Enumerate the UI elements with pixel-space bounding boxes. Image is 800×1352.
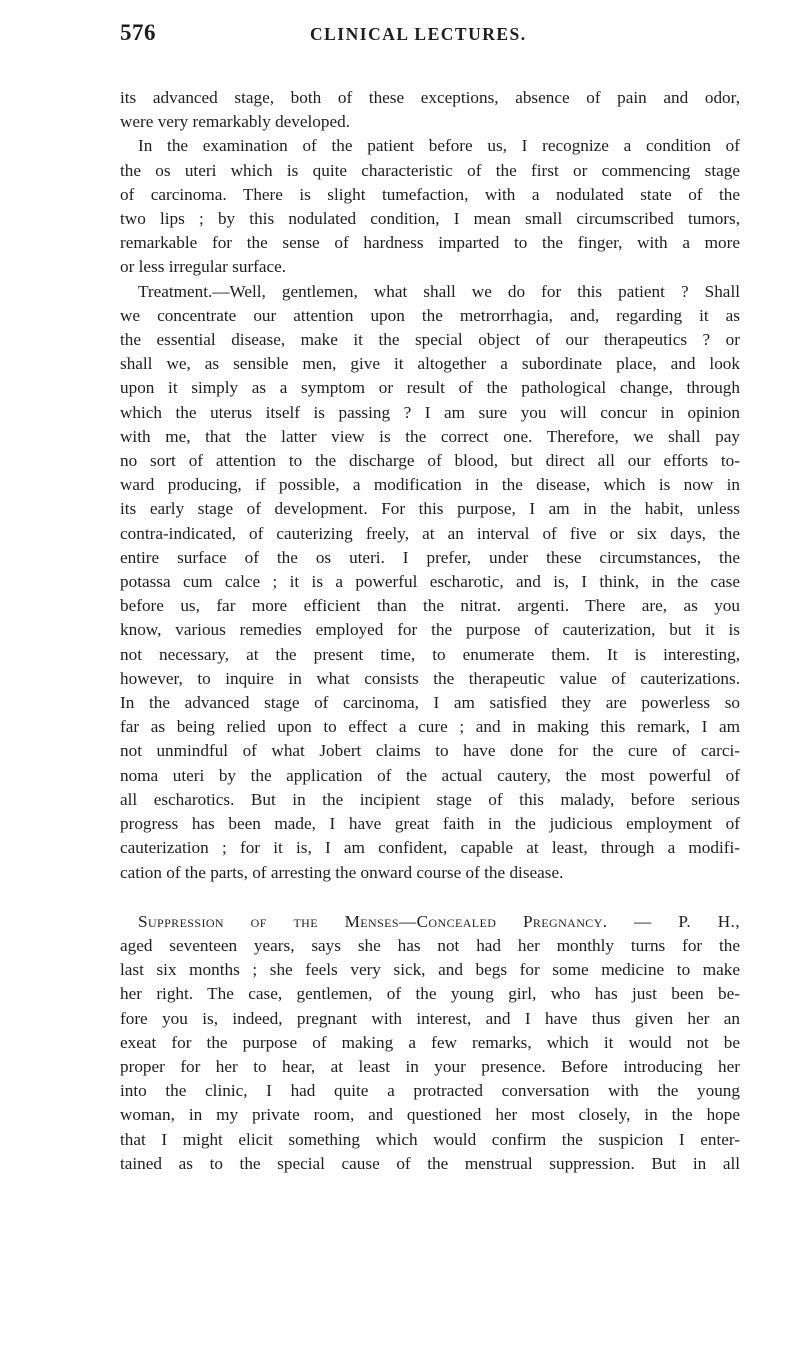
text-line: fore you is, indeed, pregnant with interest, and I have thus given her an [120,1008,740,1028]
text-line: noma uteri by the application of the actual cautery, the most powerful of [120,765,740,785]
text-line: ward producing, if possible, a modification in the disease, which is now in [120,475,740,495]
text-line: the essential disease, make it the special object of our therapeutics ? or [120,330,740,350]
text-line: not necessary, at the present time, to enumerate them. It is interesting, [120,644,740,664]
text-line: cation of the parts, of arresting the onward course of the disease. [120,862,564,882]
text-line: of carcinoma. There is slight tumefaction, with a nodulated state of the [120,184,740,204]
text-line: however, to inquire in what consists the therapeutic value of cauterizations. [120,668,740,688]
text-line: shall we, as sensible men, give it altogether a subordinate place, and look [120,354,740,374]
text-line: exeat for the purpose of making a few remarks, which it would not be [120,1032,740,1052]
text-line: its early stage of development. For this purpose, I am in the habit, unless [120,499,740,519]
text-line: far as being relied upon to effect a cure ; and in making this remark, I am [120,717,740,737]
text-line: were very remarkably developed. [120,112,351,132]
text-line: two lips ; by this nodulated condition, I mean small circumscribed tumors, [120,209,740,229]
text-line: the os uteri which is quite characteristic of the first or commencing stage [120,160,740,180]
text-line: In the examination of the patient before us, I recognize a condition of [138,136,740,156]
text-line: cauterization ; for it is, I am confident, capable at least, through a modifi- [120,838,740,858]
text-line: all escharotics. But in the incipient stage of this malady, before serious [120,789,740,809]
page-number: 576 [120,20,156,45]
text-line: with me, that the latter view is the correct one. Therefore, we shall pay [120,426,740,446]
text-line: into the clinic, I had quite a protracted conversation with the young [120,1081,740,1101]
body-text [120,86,740,1176]
text-line: or less irregular surface. [120,257,287,277]
text-line: not unmindful of what Jobert claims to have done for the cure of carci- [120,741,740,761]
text-line: potassa cum calce ; it is a powerful escharotic, and is, I think, in the case [120,572,740,592]
text-line: In the advanced stage of carcinoma, I am satisfied they are powerless so [120,693,740,713]
text-line: tained as to the special cause of the menstrual suppression. But in all [120,1153,740,1173]
text-line: last six months ; she feels very sick, and begs for some medicine to make [120,960,740,980]
text-line: proper for her to hear, at least in your presence. Before introducing her [120,1056,740,1076]
paragraph-case-report [120,910,740,1176]
text-line: aged seventeen years, says she has not had her monthly turns for the [120,935,740,955]
text-line: progress has been made, I have great faith in the judicious employment of [120,814,740,834]
paragraph-treatment [120,280,740,885]
text-line: before us, far more efficient than the nitrat. argenti. There are, as you [120,596,740,616]
paragraph [120,134,740,279]
running-head: CLINICAL LECTURES. [310,24,527,44]
text-line: woman, in my private room, and questioned her most closely, in the hope [120,1105,740,1125]
text-line: her right. The case, gentlemen, of the young girl, who has just been be- [120,984,740,1004]
text-line: remarkable for the sense of hardness imparted to the finger, with a more [120,233,740,253]
text-line: Treatment.—Well, gentlemen, what shall we do for this patient ? Shall [138,281,740,301]
page-header [0,20,800,60]
text-line: know, various remedies employed for the purpose of cauterization, but it is [120,620,740,640]
text-line: we concentrate our attention upon the metrorrhagia, and, regarding it as [120,305,740,325]
text-line: contra-indicated, of cauterizing freely, at an interval of five or six days, the [120,523,740,543]
section-gap [120,885,740,910]
text-line: that I might elicit something which would confirm the suspicion I enter- [120,1129,740,1149]
section-heading-line: Suppression of the Menses—Concealed Pregnancy. — P. H., [138,911,740,931]
text-line: entire surface of the os uteri. I prefer, under these circumstances, the [120,547,740,567]
text-line: no sort of attention to the discharge of blood, but direct all our efforts to- [120,451,740,471]
text-line: its advanced stage, both of these exceptions, absence of pain and odor, [120,88,740,107]
text-line: which the uterus itself is passing ? I am sure you will concur in opinion [120,402,740,422]
text-line: upon it simply as a symptom or result of the pathological change, through [120,378,740,398]
paragraph [120,86,740,134]
